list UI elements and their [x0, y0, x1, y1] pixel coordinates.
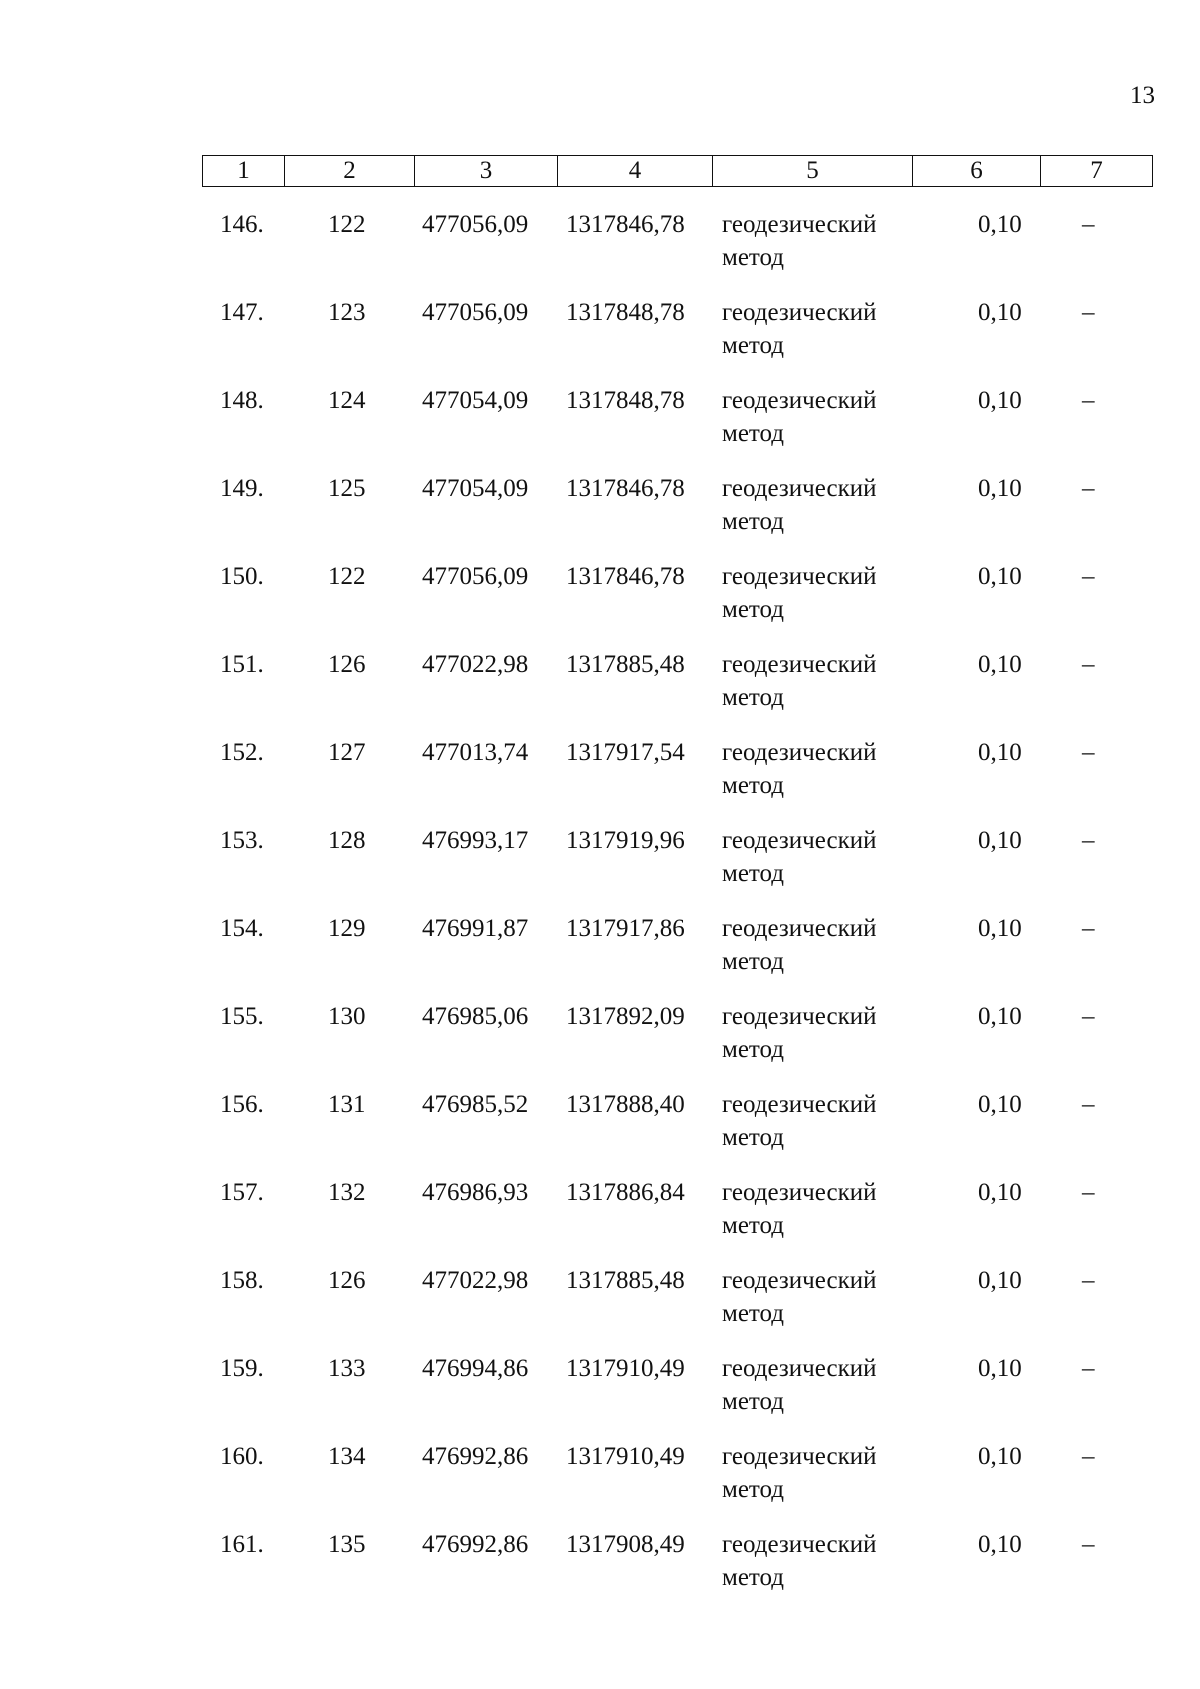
coordinate-y: 1317886,84: [566, 1179, 685, 1206]
column-header-table: [202, 155, 1153, 187]
accuracy: 0,10: [978, 1179, 1022, 1206]
accuracy: 0,10: [978, 739, 1022, 766]
coordinate-x: 476994,86: [422, 1355, 529, 1382]
coordinate-y: 1317919,96: [566, 827, 685, 854]
method-line-1: геодезический: [722, 1179, 877, 1206]
row-number: 161.: [220, 1531, 264, 1558]
accuracy: 0,10: [978, 299, 1022, 326]
description-dash: –: [1082, 563, 1095, 590]
method-line-2: метод: [722, 596, 785, 623]
coordinate-x: 476992,86: [422, 1443, 529, 1470]
column-header-6: 6: [913, 156, 1041, 187]
accuracy: 0,10: [978, 1355, 1022, 1382]
method-line-2: метод: [722, 508, 785, 535]
table-row: [202, 384, 1152, 472]
table-row: [202, 1000, 1152, 1088]
method-line-1: геодезический: [722, 1355, 877, 1382]
method-line-2: метод: [722, 1036, 785, 1063]
method: [722, 560, 912, 626]
table-row: [202, 296, 1152, 384]
row-number: 147.: [220, 299, 264, 326]
column-header-4: 4: [558, 156, 713, 187]
accuracy: 0,10: [978, 475, 1022, 502]
row-number: 159.: [220, 1355, 264, 1382]
method-line-1: геодезический: [722, 827, 877, 854]
table-row: [202, 1440, 1152, 1528]
row-number: 155.: [220, 1003, 264, 1030]
method-line-1: геодезический: [722, 211, 877, 238]
description-dash: –: [1082, 1355, 1095, 1382]
coordinate-x: 477022,98: [422, 1267, 529, 1294]
coordinate-y: 1317885,48: [566, 651, 685, 678]
coordinate-x: 477022,98: [422, 651, 529, 678]
point-number: 133: [328, 1355, 366, 1382]
description-dash: –: [1082, 1531, 1095, 1558]
table-row: [202, 208, 1152, 296]
row-number: 158.: [220, 1267, 264, 1294]
description-dash: –: [1082, 915, 1095, 942]
method-line-2: метод: [722, 1212, 785, 1239]
method: [722, 912, 912, 978]
point-number: 129: [328, 915, 366, 942]
coordinate-x: 477054,09: [422, 475, 529, 502]
table-row: [202, 648, 1152, 736]
method-line-2: метод: [722, 244, 785, 271]
row-number: 154.: [220, 915, 264, 942]
point-number: 128: [328, 827, 366, 854]
method-line-2: метод: [722, 1388, 785, 1415]
method: [722, 1528, 912, 1594]
method: [722, 472, 912, 538]
method-line-1: геодезический: [722, 475, 877, 502]
description-dash: –: [1082, 211, 1095, 238]
table-row: [202, 912, 1152, 1000]
method: [722, 1088, 912, 1154]
table-row: [202, 1176, 1152, 1264]
description-dash: –: [1082, 475, 1095, 502]
accuracy: 0,10: [978, 651, 1022, 678]
method: [722, 1000, 912, 1066]
point-number: 123: [328, 299, 366, 326]
method-line-2: метод: [722, 948, 785, 975]
coordinate-y: 1317846,78: [566, 475, 685, 502]
coordinate-x: 476985,52: [422, 1091, 529, 1118]
method-line-1: геодезический: [722, 299, 877, 326]
description-dash: –: [1082, 739, 1095, 766]
accuracy: 0,10: [978, 1267, 1022, 1294]
row-number: 150.: [220, 563, 264, 590]
column-header-3: 3: [415, 156, 558, 187]
coordinate-x: 477056,09: [422, 211, 529, 238]
description-dash: –: [1082, 1267, 1095, 1294]
method-line-1: геодезический: [722, 1003, 877, 1030]
coordinate-x: 477056,09: [422, 563, 529, 590]
point-number: 135: [328, 1531, 366, 1558]
row-number: 157.: [220, 1179, 264, 1206]
coordinate-y: 1317888,40: [566, 1091, 685, 1118]
coordinate-y: 1317848,78: [566, 387, 685, 414]
coordinate-x: 476985,06: [422, 1003, 529, 1030]
method-line-2: метод: [722, 1124, 785, 1151]
point-number: 131: [328, 1091, 366, 1118]
description-dash: –: [1082, 1443, 1095, 1470]
coordinate-x: 476991,87: [422, 915, 529, 942]
row-number: 160.: [220, 1443, 264, 1470]
method-line-2: метод: [722, 860, 785, 887]
method-line-2: метод: [722, 684, 785, 711]
method: [722, 296, 912, 362]
description-dash: –: [1082, 299, 1095, 326]
row-number: 146.: [220, 211, 264, 238]
description-dash: –: [1082, 1179, 1095, 1206]
method: [722, 1352, 912, 1418]
description-dash: –: [1082, 387, 1095, 414]
accuracy: 0,10: [978, 563, 1022, 590]
coordinate-y: 1317917,54: [566, 739, 685, 766]
point-number: 132: [328, 1179, 366, 1206]
accuracy: 0,10: [978, 1003, 1022, 1030]
method: [722, 648, 912, 714]
table-row: [202, 1088, 1152, 1176]
method: [722, 1176, 912, 1242]
method: [722, 208, 912, 274]
row-number: 149.: [220, 475, 264, 502]
coordinate-y: 1317910,49: [566, 1355, 685, 1382]
accuracy: 0,10: [978, 1091, 1022, 1118]
method-line-1: геодезический: [722, 915, 877, 942]
method: [722, 384, 912, 450]
method: [722, 1440, 912, 1506]
table-row: [202, 736, 1152, 824]
coordinate-y: 1317848,78: [566, 299, 685, 326]
column-header-7: 7: [1041, 156, 1153, 187]
coordinate-y: 1317917,86: [566, 915, 685, 942]
table-row: [202, 472, 1152, 560]
method-line-1: геодезический: [722, 1267, 877, 1294]
coordinate-y: 1317885,48: [566, 1267, 685, 1294]
coordinate-y: 1317892,09: [566, 1003, 685, 1030]
method: [722, 736, 912, 802]
row-number: 156.: [220, 1091, 264, 1118]
point-number: 122: [328, 211, 366, 238]
method: [722, 1264, 912, 1330]
accuracy: 0,10: [978, 827, 1022, 854]
point-number: 124: [328, 387, 366, 414]
accuracy: 0,10: [978, 211, 1022, 238]
description-dash: –: [1082, 1091, 1095, 1118]
table-row: [202, 1352, 1152, 1440]
method-line-1: геодезический: [722, 387, 877, 414]
point-number: 130: [328, 1003, 366, 1030]
method-line-2: метод: [722, 1476, 785, 1503]
column-header-2: 2: [285, 156, 415, 187]
description-dash: –: [1082, 827, 1095, 854]
table-row: [202, 1264, 1152, 1352]
description-dash: –: [1082, 651, 1095, 678]
method-line-2: метод: [722, 772, 785, 799]
method-line-1: геодезический: [722, 563, 877, 590]
accuracy: 0,10: [978, 1443, 1022, 1470]
coordinate-y: 1317846,78: [566, 563, 685, 590]
coordinate-x: 476986,93: [422, 1179, 529, 1206]
point-number: 125: [328, 475, 366, 502]
coordinate-x: 477056,09: [422, 299, 529, 326]
coordinate-x: 477054,09: [422, 387, 529, 414]
row-number: 152.: [220, 739, 264, 766]
coordinate-y: 1317910,49: [566, 1443, 685, 1470]
point-number: 126: [328, 1267, 366, 1294]
method-line-2: метод: [722, 420, 785, 447]
method-line-1: геодезический: [722, 1443, 877, 1470]
method-line-1: геодезический: [722, 739, 877, 766]
column-header-1: 1: [203, 156, 285, 187]
method-line-1: геодезический: [722, 1531, 877, 1558]
method: [722, 824, 912, 890]
column-header-row: [203, 156, 1153, 187]
row-number: 153.: [220, 827, 264, 854]
method-line-1: геодезический: [722, 1091, 877, 1118]
point-number: 126: [328, 651, 366, 678]
row-number: 148.: [220, 387, 264, 414]
accuracy: 0,10: [978, 1531, 1022, 1558]
coordinate-table-body: [202, 208, 1152, 1616]
coordinate-x: 476993,17: [422, 827, 529, 854]
coordinate-x: 476992,86: [422, 1531, 529, 1558]
coordinate-y: 1317846,78: [566, 211, 685, 238]
table-row: [202, 1528, 1152, 1616]
point-number: 122: [328, 563, 366, 590]
point-number: 134: [328, 1443, 366, 1470]
method-line-1: геодезический: [722, 651, 877, 678]
point-number: 127: [328, 739, 366, 766]
coordinate-x: 477013,74: [422, 739, 529, 766]
page-number: 13: [1130, 82, 1155, 109]
accuracy: 0,10: [978, 915, 1022, 942]
table-row: [202, 824, 1152, 912]
method-line-2: метод: [722, 1564, 785, 1591]
accuracy: 0,10: [978, 387, 1022, 414]
method-line-2: метод: [722, 332, 785, 359]
method-line-2: метод: [722, 1300, 785, 1327]
column-header-5: 5: [713, 156, 913, 187]
row-number: 151.: [220, 651, 264, 678]
description-dash: –: [1082, 1003, 1095, 1030]
coordinate-y: 1317908,49: [566, 1531, 685, 1558]
table-row: [202, 560, 1152, 648]
